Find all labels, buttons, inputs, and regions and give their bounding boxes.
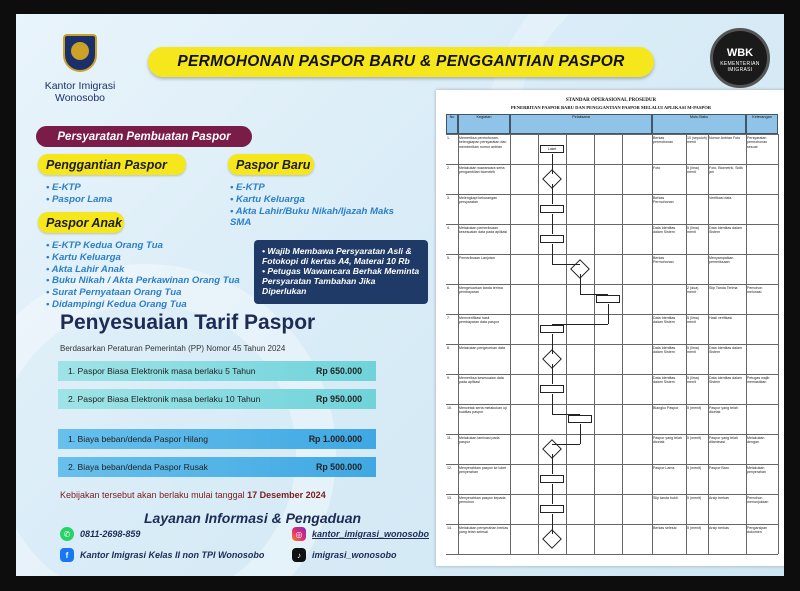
sop-row-divider (446, 434, 778, 435)
sop-step-ket (747, 406, 777, 432)
tiktok-contact[interactable] (292, 548, 397, 562)
sop-step-text: Melakukan penyerahan berkas yang telah selesai (459, 526, 509, 535)
sop-step-ket (747, 196, 777, 222)
list-item: • E-KTP (230, 182, 410, 194)
facebook-icon: f (60, 548, 74, 562)
sop-flow-line (552, 394, 553, 414)
sop-step-waktu: 5 (lima) menit (687, 166, 699, 175)
instagram-handle: kantor_imigrasi_wonosobo (312, 529, 430, 539)
penggantian-label: Penggantian Paspor (38, 154, 186, 175)
fee-row (58, 429, 376, 449)
sop-flow-line (580, 294, 608, 295)
sop-step-text: Menyerahkan paspor kepada pemohon (459, 496, 506, 505)
sop-flow-line (580, 424, 581, 444)
anak-list (46, 240, 266, 311)
sop-step-waktu (687, 256, 707, 282)
list-item: • Paspor Lama (46, 194, 112, 206)
sop-step-kelengkapan: Berkas selesai (653, 526, 677, 530)
sop-flow-line (552, 264, 580, 265)
baru-list (230, 182, 410, 229)
facebook-name: Kantor Imigrasi Kelas II non TPI Wonosobo (80, 550, 265, 560)
fee-amount: Rp 500.000 (316, 462, 362, 472)
page-title: PERMOHONAN PASPOR BARU & PENGGANTIAN PASPOR (148, 47, 654, 77)
requirements-heading: Persyaratan Pembuatan Paspor (36, 126, 252, 147)
fee-row (58, 361, 376, 381)
sop-step-output: Arsip berkas (709, 526, 729, 530)
whatsapp-icon: ✆ (60, 527, 74, 541)
sop-step-no: 13. (447, 496, 452, 500)
list-item: • Didampingi Kedua Orang Tua (46, 299, 266, 311)
sop-flow-line (552, 444, 580, 445)
fee-label: 2. Paspor Biasa Elektronik masa berlaku 10 Tahun (68, 394, 261, 404)
sop-row-divider (446, 524, 778, 525)
sop-step-kelengkapan: Berkas permohonan (653, 136, 674, 145)
sop-process-shape (540, 505, 564, 513)
sop-flow-line (552, 454, 553, 474)
fee-amount: Rp 1.000.000 (308, 434, 362, 444)
sop-step-kelengkapan: Foto (653, 166, 661, 170)
sop-step-waktu: 5 (lima) menit (687, 316, 699, 325)
sop-step-waktu: 5 (menit) (687, 406, 702, 410)
sop-process-shape (540, 235, 564, 243)
sop-step-ket: Persyaratan permohonan sesuai (747, 136, 768, 149)
sop-step-ket (747, 166, 777, 192)
sop-step-kelengkapan: Berkas Permohonan (653, 256, 674, 265)
tiktok-handle: imigrasi_wonosobo (312, 550, 397, 560)
baru-label: Paspor Baru (228, 154, 314, 175)
office-logo (30, 30, 130, 104)
sop-col-pelaksana: Pelaksana (510, 114, 652, 134)
sop-row-divider (446, 254, 778, 255)
penggantian-list (46, 182, 112, 206)
sop-step-waktu: 5 (menit) (687, 466, 702, 470)
sop-step-output: Nomor Antrian Foto (709, 136, 741, 140)
sop-step-kelengkapan: Slip tanda bukti (653, 496, 678, 500)
sop-step-kelengkapan: Data Identitas dalam Sistem (653, 316, 676, 325)
policy-prefix: Kebijakan tersebut akan berlaku mulai tanggal (60, 490, 245, 500)
fee-label: 2. Biaya beban/denda Paspor Rusak (68, 462, 208, 472)
sop-process-shape (540, 205, 564, 213)
facebook-contact[interactable] (60, 548, 264, 562)
sop-step-no: 6. (447, 286, 450, 290)
sop-step-waktu: 5 (menit) (687, 436, 702, 440)
sop-step-text: Menyerahkan paspor ke loket penyerahan (459, 466, 507, 475)
sop-flow-line (552, 364, 553, 384)
sop-step-text: Mengeluarkan tanda terima pembayaran (459, 286, 503, 295)
whatsapp-contact[interactable] (60, 527, 140, 541)
sop-step-output: Slip Tanda Terima (709, 286, 738, 290)
sop-step-waktu: 5 (lima) menit (687, 346, 699, 355)
sop-step-kelengkapan (653, 286, 685, 312)
sop-title: STANDAR OPERASIONAL PROSEDUR (565, 98, 657, 103)
policy-date: 17 Desember 2024 (247, 490, 326, 500)
note-item: • Petugas Wawancara Berhak Meminta Persyaratan Tambahan Jika Diperlukan (262, 266, 420, 296)
sop-flow-line (552, 184, 553, 204)
fee-label: 1. Paspor Biasa Elektronik masa berlaku 5 Tahun (68, 366, 256, 376)
sop-step-text: Mencetak serta melakukan uji kualitas paspor (459, 406, 507, 415)
sop-step-no: 2. (447, 166, 450, 170)
sop-step-kelengkapan: Data Identitas dalam Sistem (653, 376, 676, 385)
list-item: • Buku Nikah / Akta Perkawinan Orang Tua (46, 275, 266, 287)
sop-step-no: 4. (447, 226, 450, 230)
list-item: • Surat Pernyataan Orang Tua (46, 287, 266, 299)
sop-row-divider (446, 134, 778, 135)
sop-step-waktu: 5 (lima) menit (687, 226, 699, 235)
list-item: • Kartu Keluarga (46, 252, 266, 264)
sop-step-output: Data Identitas dalam Sistem (709, 346, 742, 355)
sop-step-output: Verifikasi data (709, 196, 732, 200)
sop-step-text: Melakukan pengecekan data (459, 346, 505, 350)
sop-step-text: Melakukan laminasi pada paspor (459, 436, 500, 445)
sop-step-ket: Melakukan dengan (747, 436, 765, 445)
sop-step-kelengkapan: Data Identitas dalam Sistem (653, 226, 676, 235)
sop-step-no: 7. (447, 316, 450, 320)
sop-flow-line (552, 244, 553, 264)
sop-step-no: 5. (447, 256, 450, 260)
list-item: • E-KTP Kedua Orang Tua (46, 240, 266, 252)
sop-process-shape (540, 475, 564, 483)
sop-table (446, 114, 778, 562)
sop-step-output: Menyampaikan pemeriksaan (709, 256, 734, 265)
sop-step-ket: Petugas wajib memastikan (747, 376, 770, 385)
emblem-icon (59, 30, 101, 76)
sop-step-kelengkapan: Berkas Permohonan (653, 196, 674, 205)
fee-amount: Rp 950.000 (316, 394, 362, 404)
sop-row-divider (446, 194, 778, 195)
sop-step-text: Memeriksa kesesuaian data pada aplikasi (459, 376, 504, 385)
sop-col-kegiatan: Kegiatan (458, 114, 510, 134)
sop-document (436, 90, 784, 566)
sop-step-waktu (687, 196, 707, 222)
sop-flow-line (552, 324, 608, 325)
sop-step-ket: Pemohon menunjukkan (747, 496, 769, 505)
sop-flow-line (552, 334, 553, 354)
sop-flow-line (580, 274, 581, 294)
policy-note (60, 490, 326, 500)
sop-step-output: Hasil verifikasi (709, 316, 732, 320)
sop-step-no: 3. (447, 196, 450, 200)
sop-col-no: No (446, 114, 458, 134)
org-name: Kantor Imigrasi Wonosobo (44, 80, 116, 104)
sop-row-divider (446, 164, 778, 165)
sop-step-waktu: 5 (menit) (687, 496, 702, 500)
list-item: • Kartu Keluarga (230, 194, 410, 206)
sop-process-shape (540, 385, 564, 393)
wbk-badge-ring: KEMENTERIAN IMIGRASI (720, 61, 760, 73)
sop-row-divider (446, 464, 778, 465)
sop-step-output: Data Identitas dalam Sistem (709, 376, 742, 385)
sop-step-no: 10. (447, 406, 452, 410)
sop-flow-line (552, 154, 553, 174)
list-item: • Akta Lahir/Buku Nikah/Ijazah Maks SMA (230, 206, 410, 230)
sop-flow-line (552, 514, 553, 534)
sop-step-kelengkapan: Paspor yang telah dicetak (653, 436, 682, 445)
sop-step-kelengkapan: Paspor Lama (653, 466, 675, 470)
sop-step-no: 14. (447, 526, 452, 530)
sop-process-shape (568, 415, 592, 423)
sop-row-divider (446, 404, 778, 405)
sop-flow-line (608, 304, 609, 324)
sop-row-divider (446, 284, 778, 285)
sop-step-ket (747, 226, 777, 252)
sop-flow-line (552, 214, 553, 234)
sop-step-no: 11. (447, 436, 452, 440)
sop-step-output: Foto, Biometrik, Sidik jari (709, 166, 743, 175)
sop-row-divider (446, 494, 778, 495)
sop-row-divider (446, 374, 778, 375)
wbk-badge-text: WBK (726, 47, 754, 59)
sop-step-no: 1. (447, 136, 450, 140)
instagram-contact[interactable] (292, 527, 429, 541)
sop-col-divider (778, 134, 779, 554)
sop-step-ket: Pengarsipan dokumen (747, 526, 768, 535)
sop-step-ket (747, 316, 777, 342)
sop-flow-line (552, 414, 580, 415)
sop-step-text: Melakukan pemeriksaan kesesuaian data pada aplikasi (459, 226, 508, 235)
poster (16, 14, 784, 576)
sop-process-shape (596, 295, 620, 303)
sop-step-text: Memeriksa permohonan, kelengkapan persyaratan dan memberikan nomor antrian (459, 136, 507, 149)
sop-step-ket: Melakukan penyerahan (747, 466, 766, 475)
fee-row (58, 457, 376, 477)
sop-flow-line (552, 484, 553, 504)
fee-label: 1. Biaya beban/denda Paspor Hilang (68, 434, 208, 444)
sop-step-text: Memverifikasi hasil pembayaran data paspor (459, 316, 499, 325)
sop-row-divider (446, 554, 778, 555)
sop-step-waktu: 5 (menit) (687, 526, 702, 530)
wbk-badge (710, 28, 770, 88)
sop-step-output: Paspor Baru (709, 466, 729, 470)
sop-row-divider (446, 314, 778, 315)
sop-step-output: Paspor yang telah dicetak (709, 406, 738, 415)
list-item: • E-KTP (46, 182, 112, 194)
note-item: • Wajib Membawa Persyaratan Asli & Fotokopi di kertas A4, Materai 10 Rb (262, 246, 420, 266)
tiktok-icon: ♪ (292, 548, 306, 562)
sop-row-divider (446, 224, 778, 225)
sop-step-text: Melakukan wawancara serta pengambilan biometrik (459, 166, 505, 175)
sop-step-no: 12. (447, 466, 452, 470)
sop-step-no: 8. (447, 346, 450, 350)
requirements-note (254, 240, 428, 304)
sop-step-output: Paspor yang telah dilaminasi (709, 436, 738, 445)
instagram-icon: ◎ (292, 527, 306, 541)
tarif-subtitle: Berdasarkan Peraturan Pemerintah (PP) Nomor 45 Tahun 2024 (60, 344, 286, 353)
sop-step-waktu: 10 (sepuluh) menit (687, 136, 707, 145)
sop-step-ket (747, 346, 777, 372)
sop-process-shape (540, 325, 564, 333)
sop-step-ket: Pemohon melunasi (747, 286, 763, 295)
sop-step-text: Melengkapi kekurangan persyaratan (459, 196, 498, 205)
sop-step-kelengkapan: Blangko Paspor (653, 406, 679, 410)
list-item: • Akta Lahir Anak (46, 264, 266, 276)
sop-process-shape: Loket (540, 145, 564, 153)
sop-col-mutu: Mutu Baku (652, 114, 746, 134)
sop-step-ket (747, 256, 777, 282)
sop-step-no: 9. (447, 376, 450, 380)
sop-row-divider (446, 344, 778, 345)
sop-step-kelengkapan: Data Identitas dalam Sistem (653, 346, 676, 355)
sop-step-waktu: 2 (dua) menit (687, 286, 699, 295)
sop-step-output: Data Identitas dalam Sistem (709, 226, 742, 235)
sop-subtitle: PENERBITAN PASPOR BARU DAN PENGGANTIAN PASPOR MELALUI APLIKASI M-PASPOR (510, 105, 712, 110)
tarif-title: Penyesuaian Tarif Paspor (60, 311, 316, 334)
whatsapp-number: 0811-2698-859 (80, 529, 141, 539)
sop-col-ket: Keterangan (746, 114, 778, 134)
anak-label: Paspor Anak (38, 212, 124, 233)
sop-step-text: Pemeriksaan Lanjutan (459, 256, 495, 260)
sop-step-output: Arsip berkas (709, 496, 729, 500)
contact-heading: Layanan Informasi & Pengaduan (144, 510, 362, 526)
fee-amount: Rp 650.000 (316, 366, 362, 376)
sop-step-waktu: 5 (lima) menit (687, 376, 699, 385)
fee-row (58, 389, 376, 409)
